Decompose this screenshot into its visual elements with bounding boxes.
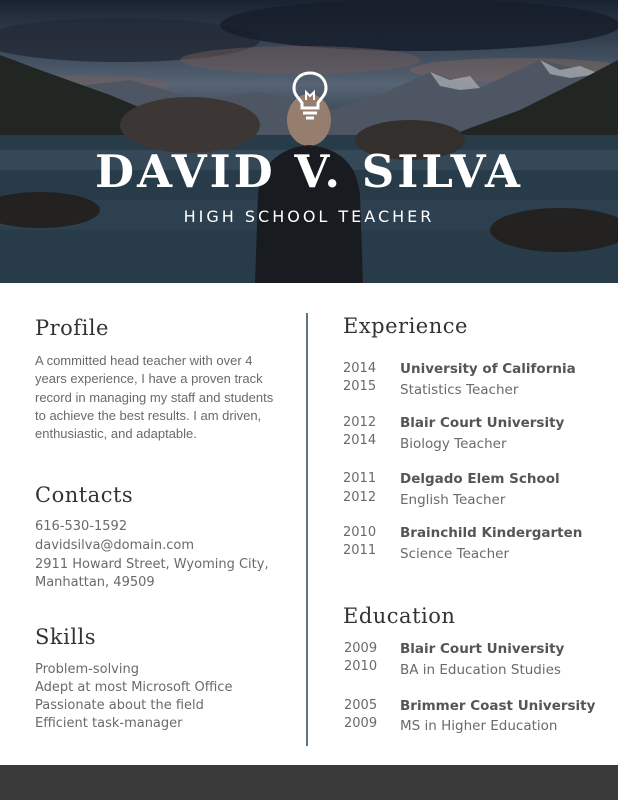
- skill-item: Passionate about the field: [35, 698, 204, 713]
- footer-bar: [0, 765, 618, 800]
- skill-item: Efficient task-manager: [35, 716, 183, 731]
- job-role: Science Teacher: [400, 546, 509, 562]
- address-line-2: Manhattan, 49509: [35, 575, 155, 590]
- skills-heading: Skills: [35, 625, 97, 649]
- end-year: 2009: [344, 716, 378, 731]
- end-year: 2010: [344, 659, 378, 674]
- job-role: Statistics Teacher: [400, 382, 519, 398]
- column-divider: [306, 313, 308, 746]
- start-year: 2009: [344, 641, 378, 656]
- person-name: DAVID V. SILVA: [95, 145, 523, 198]
- end-year: 2011: [343, 543, 377, 558]
- end-year: 2015: [343, 379, 377, 394]
- lightbulb-icon: [291, 70, 329, 122]
- school-name: Brimmer Coast University: [400, 698, 596, 714]
- address-line-1: 2911 Howard Street, Wyoming City,: [35, 557, 269, 572]
- header-banner: [0, 0, 618, 283]
- skill-item: Adept at most Microsoft Office: [35, 680, 233, 695]
- experience-heading: Experience: [343, 314, 468, 338]
- phone-number: 616-530-1592: [35, 519, 128, 534]
- employer-name: University of California: [400, 361, 576, 377]
- end-year: 2012: [343, 490, 377, 505]
- contacts-heading: Contacts: [35, 483, 134, 507]
- degree-name: BA in Education Studies: [400, 662, 561, 678]
- skill-item: Problem-solving: [35, 662, 139, 677]
- job-role: Biology Teacher: [400, 436, 507, 452]
- profile-text: A committed head teacher with over 4 years experience, I have a proven track record in managing my staff and students to achieve the best results. I am driven, enthusiastic, and adaptable.: [35, 353, 274, 442]
- start-year: 2014: [343, 361, 377, 376]
- profile-heading: Profile: [35, 316, 109, 340]
- start-year: 2011: [343, 471, 377, 486]
- degree-name: MS in Higher Education: [400, 718, 558, 734]
- employer-name: Brainchild Kindergarten: [400, 525, 583, 541]
- start-year: 2005: [344, 698, 378, 713]
- end-year: 2014: [343, 433, 377, 448]
- job-title: HIGH SCHOOL TEACHER: [183, 207, 435, 226]
- email-address: davidsilva@domain.com: [35, 538, 195, 553]
- start-year: 2010: [343, 525, 377, 540]
- education-heading: Education: [343, 604, 456, 628]
- start-year: 2012: [343, 415, 377, 430]
- job-role: English Teacher: [400, 492, 506, 508]
- employer-name: Blair Court University: [400, 415, 565, 431]
- employer-name: Delgado Elem School: [400, 471, 560, 487]
- school-name: Blair Court University: [400, 641, 565, 657]
